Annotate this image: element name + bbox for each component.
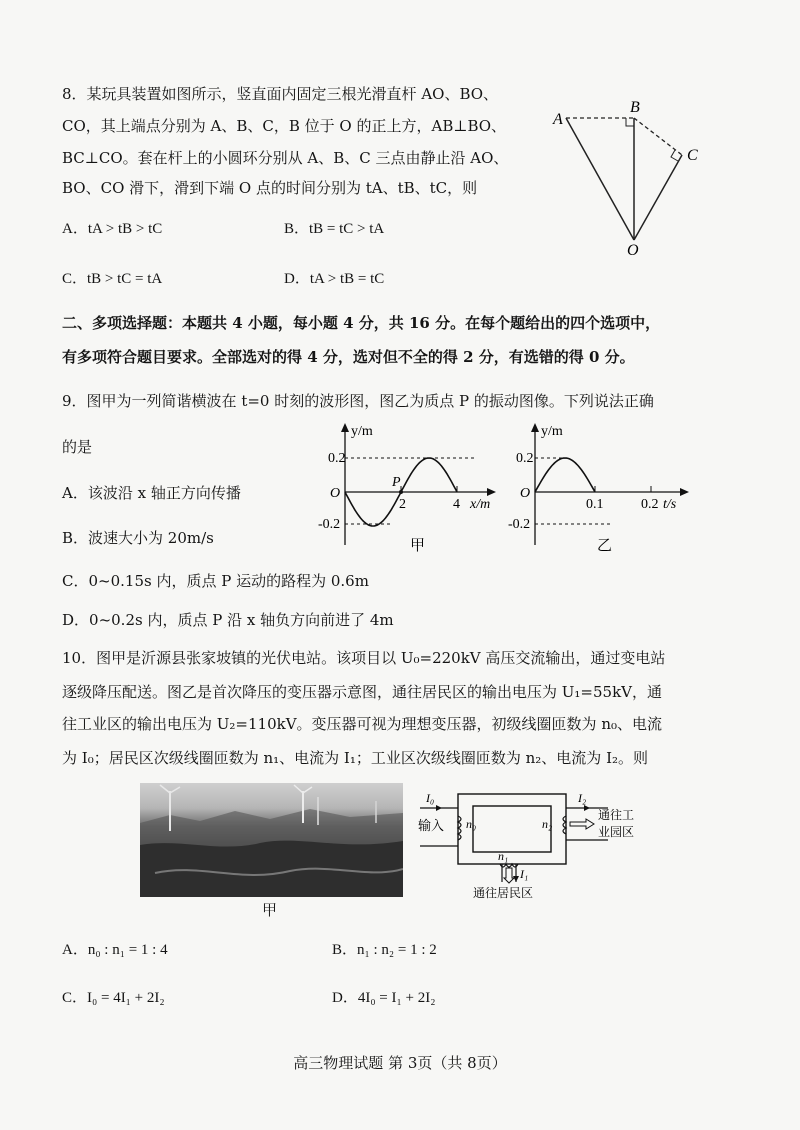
q8-option-b: B．tB = tC > tA	[284, 221, 385, 237]
input-label: 输入	[418, 818, 445, 833]
q8-line-1: 8．某玩具装置如图所示，竖直面内固定三根光滑直杆 AO、BO、	[62, 85, 499, 103]
q9-option-d: D．0~0.2s 内，质点 P 沿 x 轴负方向前进了 4m	[62, 611, 394, 629]
residential-label: 通往居民区	[473, 886, 534, 900]
q9-line-1: 9．图甲为一列简谐横波在 t=0 时刻的波形图，图乙为质点 P 的振动图像。下列说法正确	[62, 392, 654, 410]
wave-graph-jia	[300, 420, 505, 570]
industry-label-1: 通往工	[598, 808, 635, 822]
q9-option-b: B．波速大小为 20m/s	[62, 529, 214, 547]
coil-n2: n₂	[542, 817, 553, 831]
current-i1: I₁	[520, 867, 529, 881]
jia-origin: O	[330, 486, 341, 501]
vibration-graph-yi	[505, 420, 700, 570]
transformer-diagram	[418, 788, 668, 903]
page-footer: 高三物理试题 第 3页（共 8页）	[293, 1054, 507, 1072]
yi-caption: 乙	[597, 538, 613, 554]
jia-ylabel: y/m	[351, 424, 373, 439]
q10-option-b: B．n₁ : n₂ = 1 : 2	[332, 942, 437, 958]
q10-option-a: A．n₀ : n₁ = 1 : 4	[62, 942, 168, 958]
yi-ytick-top: 0.2	[516, 451, 534, 466]
section2-line-1: 二、多项选择题：本题共 4 小题，每小题 4 分，共 16 分。在每个题给出的四个选项中，	[62, 314, 661, 332]
q9-option-c: C．0~0.15s 内，质点 P 运动的路程为 0.6m	[62, 572, 369, 590]
q8-option-d: D．tA > tB = tC	[284, 271, 385, 287]
vibration-curve-yi	[535, 458, 595, 492]
q8-option-a: A．tA > tB > tC	[62, 221, 163, 237]
q9-option-a: A．该波沿 x 轴正方向传播	[62, 484, 241, 502]
q10-line-2: 逐级降压配送。图乙是首次降压的变压器示意图，通往居民区的输出电压为 U₁=55kV，通	[62, 683, 663, 701]
rods-figure	[548, 95, 718, 260]
jia-caption: 甲	[410, 538, 426, 554]
yi-ytick-bottom: -0.2	[508, 517, 531, 532]
yi-xtick-02: 0.2	[641, 497, 659, 512]
q8-line-2: CO，其上端点分别为 A、B、C，B 位于 O 的正上方，AB⊥BO、	[62, 117, 507, 135]
yi-origin: O	[520, 486, 531, 501]
q10-line-4: 为 I₀；居民区次级线圈匝数为 n₁、电流为 I₁；工业区次级线圈匝数为 n₂、电流为 I₂。则	[62, 749, 649, 767]
q8-line-3: BC⊥CO。套在杆上的小圆环分别从 A、B、C 三点由静止沿 AO、	[62, 149, 509, 167]
section2-line-2: 有多项符合题目要求。全部选对的得 4 分，选对但不全的得 2 分，有选错的得 0 分。	[62, 348, 635, 366]
photo-caption: 甲	[262, 901, 278, 919]
point-p-dot	[399, 490, 403, 494]
jia-xlabel: x/m	[470, 497, 491, 512]
q10-option-d: D．4I₀ = I₁ + 2I₂	[332, 990, 436, 1006]
photo-scene	[140, 783, 403, 897]
jia-xtick-4: 4	[453, 497, 460, 512]
jia-ytick-bottom: -0.2	[318, 517, 341, 532]
q10-option-c: C．I₀ = 4I₁ + 2I₂	[62, 990, 165, 1006]
label-c: C	[687, 147, 698, 164]
q8-option-c: C．tB > tC = tA	[62, 271, 163, 287]
jia-xtick-2: 2	[399, 497, 406, 512]
q10-line-3: 往工业区的输出电压为 U₂=110kV。变压器可视为理想变压器，初级线圈匝数为 n₀、电流	[62, 715, 662, 733]
yi-xlabel: t/s	[663, 497, 677, 512]
yi-ylabel: y/m	[541, 424, 563, 439]
label-a: A	[553, 111, 563, 128]
current-i0: I₀	[426, 791, 435, 805]
jia-point-p: P	[392, 475, 401, 490]
q9-line-2: 的是	[62, 438, 93, 456]
label-b: B	[630, 99, 640, 116]
current-i2: I₂	[578, 791, 587, 805]
label-o: O	[627, 242, 639, 259]
coil-n1: n₁	[498, 849, 509, 863]
q8-line-4: BO、CO 滑下，滑到下端 O 点的时间分别为 tA、tB、tC，则	[62, 179, 478, 197]
industry-label-2: 业园区	[598, 825, 635, 839]
yi-xtick-01: 0.1	[586, 497, 604, 512]
jia-ytick-top: 0.2	[328, 451, 346, 466]
solar-station-photo	[140, 783, 403, 897]
coil-n0: n₀	[466, 817, 477, 831]
q10-line-1: 10．图甲是沂源县张家坡镇的光伏电站。该项目以 U₀=220kV 高压交流输出，通过变电站	[62, 649, 666, 667]
